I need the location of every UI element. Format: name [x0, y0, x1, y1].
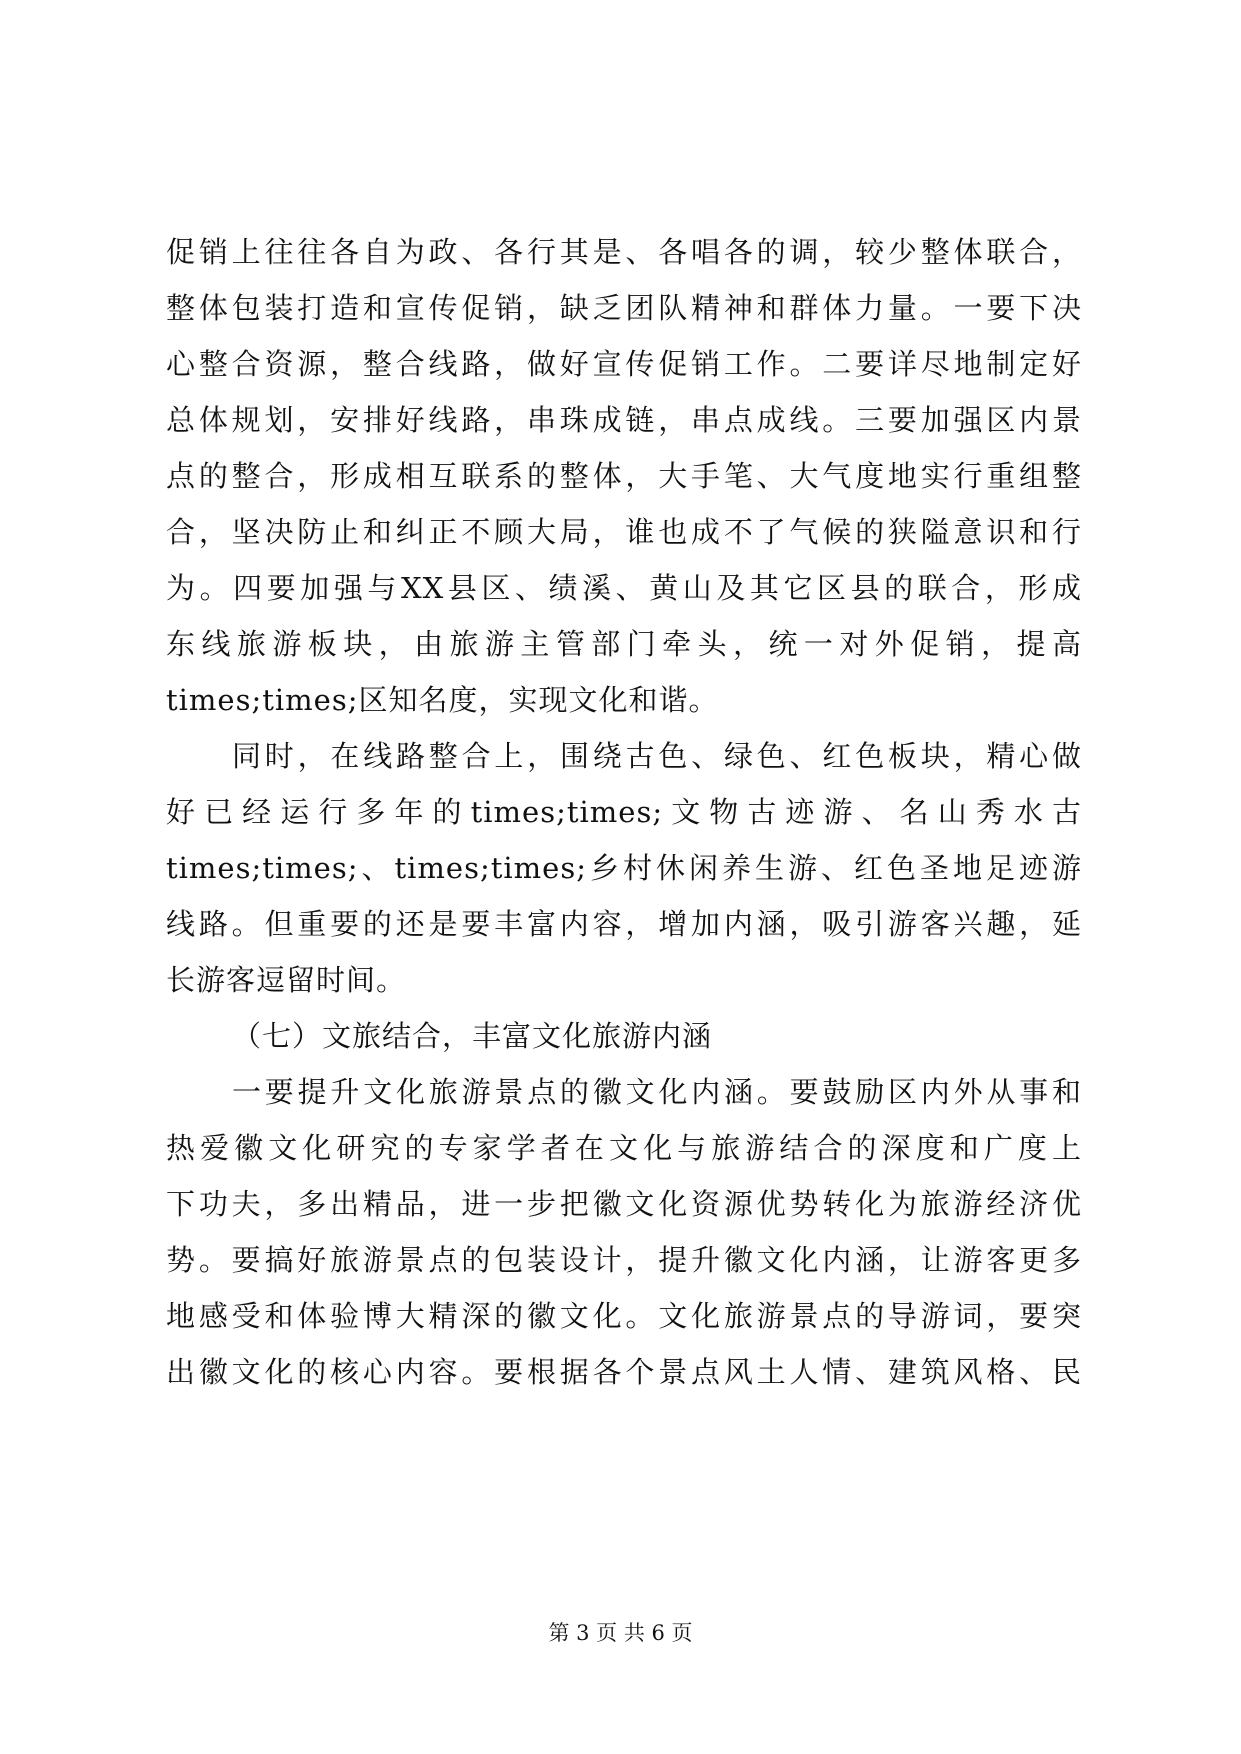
text-line: 出徽文化的核心内容。要根据各个景点风土人情、建筑风格、民: [166, 1355, 1082, 1389]
text-line: 势。要搞好旅游景点的包装设计，提升徽文化内涵，让游客更多: [166, 1243, 1082, 1277]
page-number-footer: 第 3 页 共 6 页: [548, 1621, 693, 1645]
text-line: 点的整合，形成相互联系的整体，大手笔、大气度地实行重组整: [166, 459, 1082, 493]
text-line: 合，坚决防止和纠正不顾大局，谁也成不了气候的狭隘意识和行: [166, 515, 1082, 549]
text-line: 热爱徽文化研究的专家学者在文化与旅游结合的深度和广度上: [166, 1131, 1082, 1165]
text-line: 地感受和体验博大精深的徽文化。文化旅游景点的导游词，要突: [166, 1299, 1082, 1333]
text-line: 心整合资源，整合线路，做好宣传促销工作。二要详尽地制定好: [166, 347, 1082, 381]
paragraph-first-line: 同时，在线路整合上，围绕古色、绿色、红色板块，精心做: [232, 739, 1082, 773]
text-line: 总体规划，安排好线路，串珠成链，串点成线。三要加强区内景: [166, 403, 1082, 437]
text-line: 长游客逗留时间。: [166, 963, 407, 997]
paragraph-first-line: 一要提升文化旅游景点的徽文化内涵。要鼓励区内外从事和: [232, 1075, 1082, 1109]
text-line: 线路。但重要的还是要丰富内容，增加内涵，吸引游客兴趣，延: [166, 907, 1082, 941]
text-line: 整体包装打造和宣传促销，缺乏团队精神和群体力量。一要下决: [166, 291, 1082, 325]
text-line: 下功夫，多出精品，进一步把徽文化资源优势转化为旅游经济优: [166, 1187, 1082, 1221]
text-line: 促销上往往各自为政、各行其是、各唱各的调，较少整体联合，: [166, 235, 1082, 269]
text-line: 好已经运行多年的times;times;文物古迹游、名山秀水古: [166, 795, 1082, 829]
text-line: 东线旅游板块，由旅游主管部门牵头，统一对外促销，提高: [166, 627, 1082, 661]
text-line: 为。四要加强与XX县区、绩溪、黄山及其它区县的联合，形成: [166, 571, 1082, 605]
text-line: times;times;、times;times;乡村休闲养生游、红色圣地足迹游: [166, 851, 1082, 885]
text-line: times;times;区知名度，实现文化和谐。: [166, 683, 719, 717]
section-heading: （七）文旅结合，丰富文化旅游内涵: [232, 1019, 713, 1053]
